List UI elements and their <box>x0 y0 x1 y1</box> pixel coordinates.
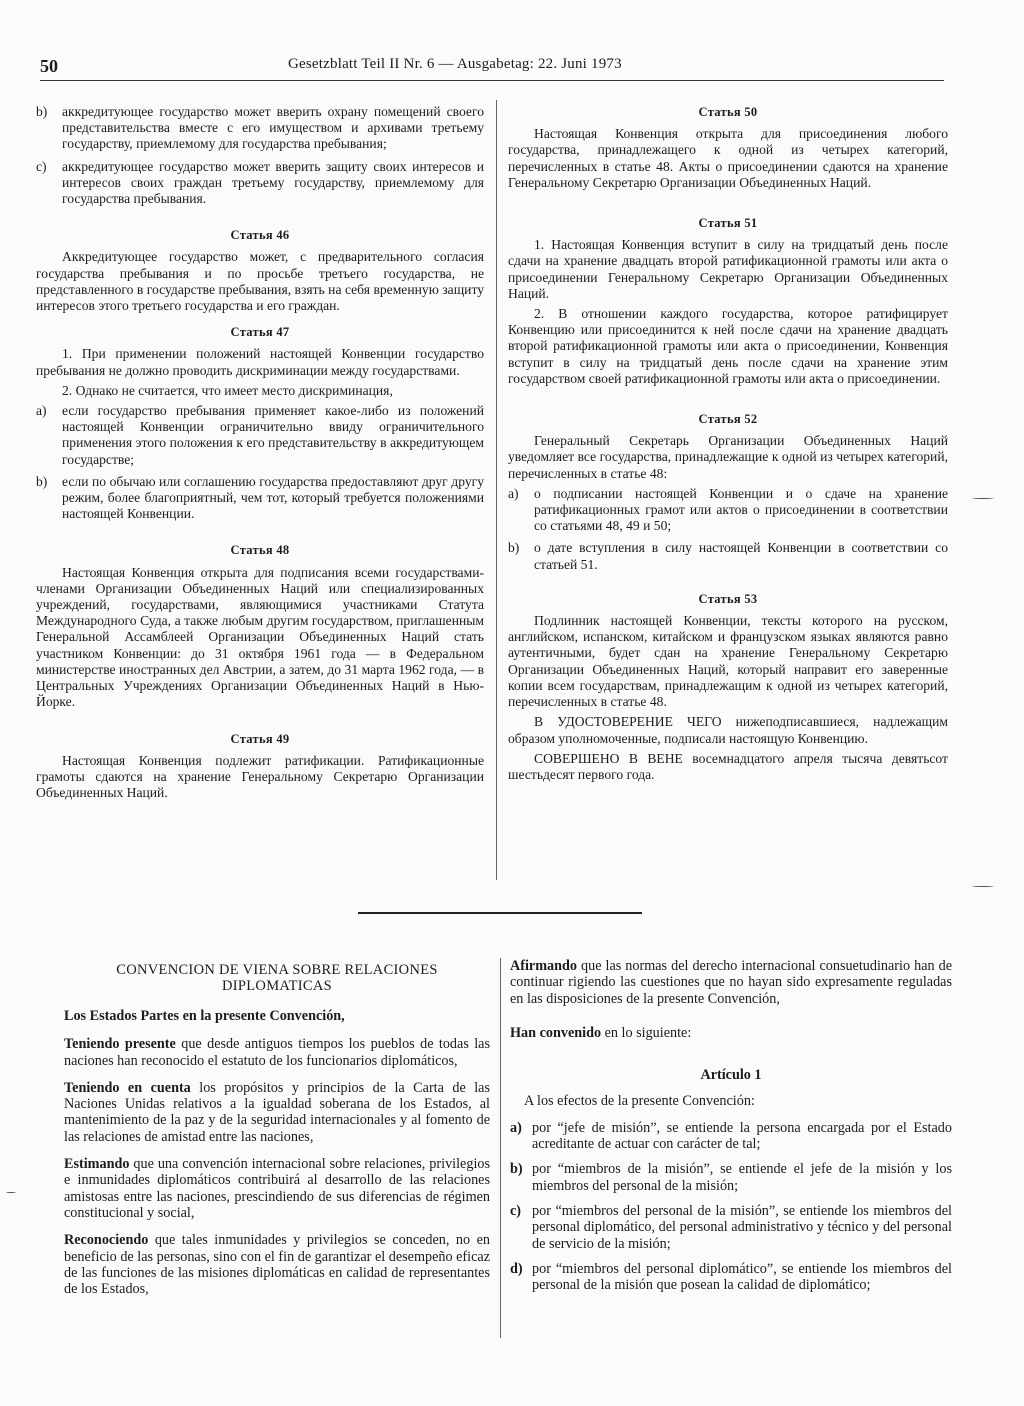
list-item <box>510 1203 952 1252</box>
list-item <box>36 474 484 523</box>
article-intro: A los efectos de la presente Convención: <box>524 1093 755 1110</box>
preamble-lead: Teniendo presente <box>64 1036 176 1053</box>
item-label: a) <box>508 485 519 501</box>
list-item <box>508 540 948 572</box>
column-divider <box>500 958 501 1338</box>
list-item <box>36 403 484 468</box>
item-label: d) <box>510 1260 523 1277</box>
preamble-paragraph <box>64 1232 490 1297</box>
item-text: если государство пребывания применяет какое-либо из положений настоящей Конвенции ограничительно ввиду ограничительного применения этого положения к его представительству в аккредитующем государстве; <box>62 403 484 467</box>
item-label: b) <box>508 540 520 556</box>
article-paragraph: Аккредитующее государство может, с предварительного согласия государства пребывания и по просьбе третьего государства, не представленного в государстве пребывания, взять на себя временную защиту интересов этого третьего государства и его граждан. <box>36 249 484 314</box>
preamble-paragraph <box>510 958 952 1007</box>
item-label: b) <box>36 473 48 489</box>
convention-title <box>64 962 490 994</box>
article-heading: Artículo 1 <box>700 1067 762 1084</box>
title-line: CONVENCION DE VIENA SOBRE RELACIONES <box>116 962 438 978</box>
preamble-lead: Reconociendo <box>64 1232 149 1249</box>
item-text: por “jefe de misión”, se entiende la persona encargada por el Estado acreditante de actuar con carácter de tal; <box>532 1119 952 1153</box>
preamble-lead: Han convenido <box>510 1024 602 1041</box>
article-paragraph: Настоящая Конвенция открыта для присоединения любого государства, принадлежащего к одной из четырех категорий, перечисленных в статье 48. Акты о присоединении сдаются на хранение Генеральному Секретарю Организации Объединенных Наций. <box>508 126 948 190</box>
item-label: a) <box>36 403 47 419</box>
article-heading: Статья 52 <box>698 412 758 427</box>
article-heading: Статья 53 <box>698 591 758 606</box>
preamble-text: los propósitos y principios de la Carta de las Naciones Unidas relativos a la igualdad soberana de los Estados, al mantenimiento de la paz y de la seguridad internacionales y al fomento de las relaciones de amistad entre las naciones, <box>64 1079 490 1145</box>
item-label: a) <box>510 1119 522 1136</box>
article-paragraph: Настоящая Конвенция подлежит ратификации. Ратификационные грамоты сдаются на хранение Генеральному Секретарю Организации Объединенных Наций. <box>36 752 484 801</box>
item-text: аккредитующее государство может вверить охрану помещений своего представительства вместе с его имуществом и архивами третьему государству, приемлемому для государства пребывания; <box>62 104 484 152</box>
item-text: por “miembros de la misión”, se entiende el jefe de la misión y los miembros del personal de la misión; <box>532 1161 952 1194</box>
article-paragraph: Подлинник настоящей Конвенции, тексты которого на русском, английском, испанском, китайском и французском языках являются равно аутентичными, будет сдан на хранение Генеральному Секретарю Организации Объединенных Наций, который направит его заверенные копии всем государствам, принадлежащим к одной из четырех категорий, перечисленных в статье 48. <box>508 613 948 710</box>
margin-mark <box>6 1190 16 1193</box>
column-divider <box>496 100 497 880</box>
item-text: о подписании настоящей Конвенции и о сдаче на хранение ратификационных грамот или актов о присоединении в соответствии со статьями 48, 49 и 50; <box>534 485 948 534</box>
article-paragraph: 2. Однако не считается, что имеет место дискриминация, <box>62 382 393 398</box>
preamble-text: que desde antiguos tiempos los pueblos de todas las naciones han reconocido el estatuto de los funcionarios diplomáticos, <box>64 1036 490 1069</box>
article-heading: Статья 47 <box>230 325 290 340</box>
preamble-lead: Afirmando <box>510 958 577 974</box>
list-item <box>36 104 484 153</box>
spanish-right-column <box>510 958 952 1302</box>
article-paragraph: 1. Настоящая Конвенция вступит в силу на тридцатый день после сдачи на хранение двадцать второй ратификационной грамоты или акта о присоединении Генеральному Секретарю Организации Объединенных Наций. <box>508 237 948 301</box>
preamble-paragraph <box>64 1156 490 1221</box>
preamble-lead: Teniendo en cuenta <box>64 1079 191 1096</box>
item-text: por “miembros del personal diplomático”, se entiende los miembros del personal de la misión que posean la calidad de diplomático; <box>532 1260 952 1294</box>
preamble-paragraph <box>510 1025 952 1041</box>
article-paragraph: 1. При применении положений настоящей Конвенции государство пребывания не должно проводить дискриминации между государствами. <box>36 346 484 378</box>
article-paragraph: Генеральный Секретарь Организации Объединенных Наций уведомляет все государства, принадлежащие к одной из четырех категорий, перечисленных в статье 48: <box>508 433 948 481</box>
item-text: о дате вступления в силу настоящей Конвенции в соответствии со статьей 51. <box>534 540 948 572</box>
preamble-parties: Los Estados Partes en la presente Convención, <box>64 1008 345 1024</box>
preamble-text: que una convención internacional sobre relaciones, privilegios e inmunidades diplomáticos contribuirá al desarrollo de las relaciones amistosas entre las naciones, prescindiendo de sus diferencias de régimen constitucional y social, <box>64 1156 490 1221</box>
item-text: аккредитующее государство может вверить защиту своих интересов и интересов своих граждан третьему государству, приемлемому для государства пребывания. <box>62 158 484 207</box>
item-text: если по обычаю или соглашению государства предоставляют друг другу режим, более благоприятный, чем тот, который требуется положениями настоящей Конвенции. <box>62 473 484 522</box>
article-heading: Статья 49 <box>230 731 290 746</box>
section-divider <box>358 912 642 914</box>
list-item <box>510 1120 952 1153</box>
article-heading: Статья 51 <box>698 216 758 231</box>
page-number: 50 <box>40 56 58 76</box>
list-item <box>508 486 948 535</box>
item-text: por “miembros del personal de la misión”, se entiende los miembros del personal diplomático, del personal administrativo y técnico y del personal de servicio de la misión; <box>532 1202 952 1252</box>
preamble-lead: Estimando <box>64 1156 130 1173</box>
title-line: DIPLOMATICAS <box>222 978 332 994</box>
item-label: c) <box>36 158 47 174</box>
preamble-text: que las normas del derecho internacional consuetudinario han de continuar rigiendo las cuestiones que no hayan sido expresamente reguladas en las disposiciones de la presente Convención, <box>510 958 952 1007</box>
preamble-paragraph <box>64 1036 490 1069</box>
item-label: c) <box>510 1202 522 1219</box>
spanish-left-column <box>64 962 490 1308</box>
preamble-text: en lo siguiente: <box>601 1024 692 1041</box>
article-paragraph: 2. В отношении каждого государства, которое ратифицирует Конвенцию или присоединится к ней после сдачи на хранение двадцать второй ратификационной грамоты или акта о присоединении, Конвенция вступит в силу на тридцатый день после сдачи на хранение этим государством своей ратификационной грамоты или акта о присоединении. <box>508 306 948 386</box>
russian-right-column <box>508 104 948 787</box>
done-clause: СОВЕРШЕНО В ВЕНЕ восемнадцатого апреля тысяча девятьсот шестьдесят первого года. <box>508 750 948 782</box>
item-label: b) <box>36 104 48 119</box>
margin-mark <box>972 884 994 887</box>
item-label: b) <box>510 1161 523 1178</box>
preamble-paragraph <box>64 1080 490 1145</box>
article-heading: Статья 50 <box>698 105 758 119</box>
list-item <box>510 1161 952 1194</box>
running-title: Gesetzblatt Teil II Nr. 6 — Ausgabetag: 22. Juni 1973 <box>288 56 622 72</box>
list-item <box>36 159 484 208</box>
list-item <box>510 1261 952 1294</box>
page-header <box>40 56 944 80</box>
article-paragraph: Настоящая Конвенция открыта для подписания всеми государствами-членами Организации Объединенных Наций или специализированных учреждений, государствами, являющимися участниками Статута Международного Суда, а также любым другим государством, приглашенным Генеральной Ассамблеей Организации Объединенных Наций стать участником Конвенции: до 31 октября 1961 года — в Федеральном министерстве иностранных дел Австрии, а затем, до 31 марта 1962 года, — в Центральных Учреждениях Организации Объединенных Наций в Нью-Йорке. <box>36 564 484 710</box>
margin-mark <box>972 496 994 499</box>
article-heading: Статья 48 <box>230 543 290 558</box>
russian-left-column <box>36 104 484 805</box>
header-rule <box>40 80 944 81</box>
witness-clause: В УДОСТОВЕРЕНИЕ ЧЕГО нижеподписавшиеся, надлежащим образом уполномоченные, подписали настоящую Конвенцию. <box>508 714 948 746</box>
preamble-text: que tales inmunidades y privilegios se conceden, no en beneficio de las personas, sino con el fin de garantizar el desempeño eficaz de las funciones de las misiones diplomáticas en calidad de representantes de los Estados, <box>64 1232 490 1298</box>
article-heading: Статья 46 <box>230 228 290 243</box>
